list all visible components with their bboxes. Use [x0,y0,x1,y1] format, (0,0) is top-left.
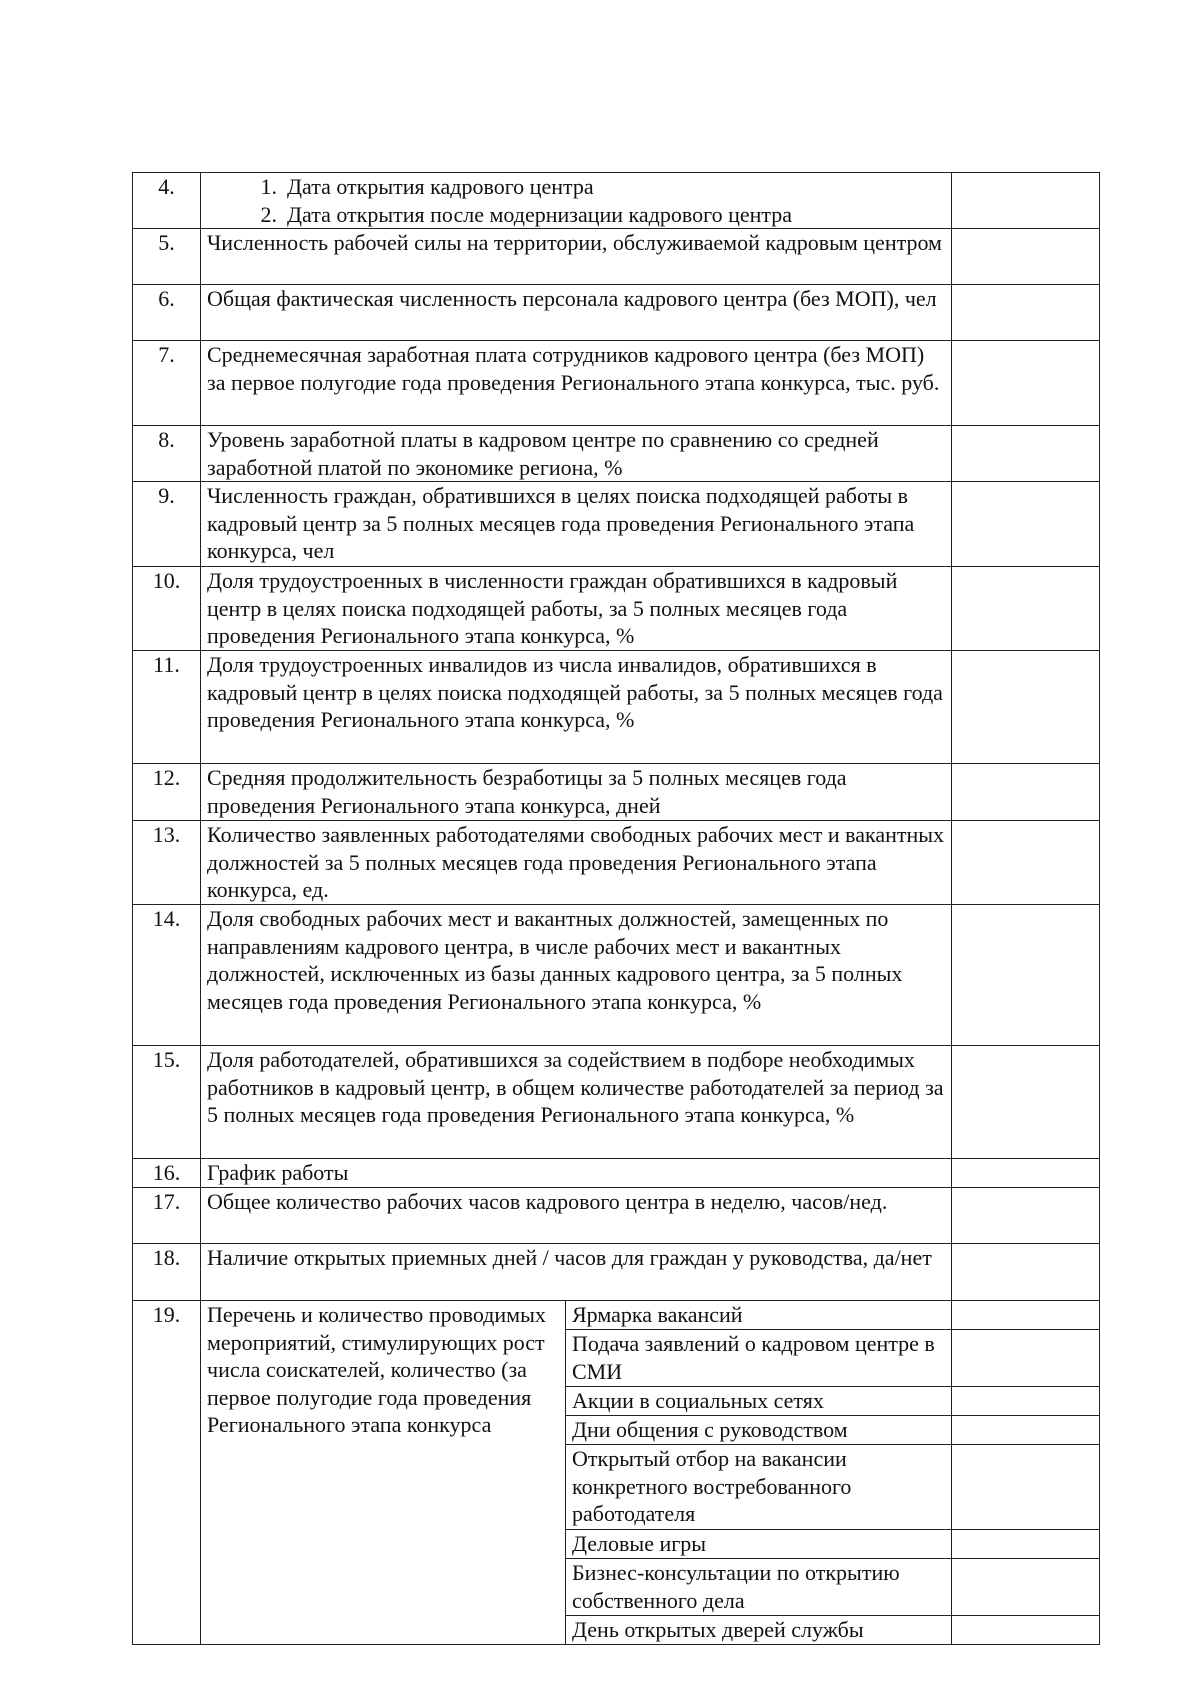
row-number: 15. [133,1046,201,1159]
table-row [133,1301,1100,1330]
value-cell[interactable] [952,1301,1100,1330]
value-cell[interactable] [952,821,1100,905]
value-cell[interactable] [952,1159,1100,1188]
row-number: 14. [133,905,201,1046]
row-text: Численность граждан, обратившихся в целях поиска подходящей работы в кадровый центр за 5 полных месяцев года проведения Регионального этапа конкурса, чел [201,482,952,567]
row-number: 4. [133,173,201,229]
row-number: 18. [133,1244,201,1301]
row-text: График работы [201,1159,952,1188]
table-row [133,285,1100,341]
table-row [133,482,1100,567]
value-cell[interactable] [952,229,1100,285]
row-text [201,173,952,229]
events-label: Перечень и количество проводимых мероприятий, стимулирующих рост числа соискателей, количество (за первое полугодие года проведения Регионального этапа конкурса [201,1301,566,1645]
table-row [133,1046,1100,1159]
value-cell[interactable] [952,341,1100,426]
value-cell[interactable] [952,1616,1100,1645]
row-number: 16. [133,1159,201,1188]
table-row [133,1188,1100,1244]
value-cell[interactable] [952,1244,1100,1301]
row-text: Наличие открытых приемных дней / часов для граждан у руководства, да/нет [201,1244,952,1301]
event-item: Акции в социальных сетях [566,1387,952,1416]
value-cell[interactable] [952,1559,1100,1616]
event-item: Открытый отбор на вакансии конкретного востребованного работодателя [566,1445,952,1530]
row-number: 8. [133,426,201,482]
row-number: 13. [133,821,201,905]
row-number: 11. [133,651,201,764]
table-row [133,341,1100,426]
value-cell[interactable] [952,285,1100,341]
event-item: Деловые игры [566,1530,952,1559]
table-row [133,567,1100,651]
event-item: Бизнес-консультации по открытию собственного дела [566,1559,952,1616]
value-cell[interactable] [952,173,1100,229]
date-list [207,173,945,228]
row-text: Общее количество рабочих часов кадрового центра в неделю, часов/нед. [201,1188,952,1244]
row-text: Количество заявленных работодателями свободных рабочих мест и вакантных должностей за 5 полных месяцев года проведения Регионального этапа конкурса, ед. [201,821,952,905]
row-number: 9. [133,482,201,567]
value-cell[interactable] [952,1188,1100,1244]
table-row [133,905,1100,1046]
row-number: 6. [133,285,201,341]
row-text: Уровень заработной платы в кадровом центре по сравнению со средней заработной платой по экономике региона, % [201,426,952,482]
value-cell[interactable] [952,482,1100,567]
list-item: 2. Дата открытия после модернизации кадрового центра [260,201,793,227]
row-text: Доля работодателей, обратившихся за содействием в подборе необходимых работников в кадровый центр, в общем количестве работодателей за период за 5 полных месяцев года проведения Регионального этапа конкурса, % [201,1046,952,1159]
value-cell[interactable] [952,764,1100,821]
table-row [133,1244,1100,1301]
event-item: День открытых дверей службы [566,1616,952,1645]
row-number: 7. [133,341,201,426]
value-cell[interactable] [952,1416,1100,1445]
list-item: 1. Дата открытия кадрового центра [260,174,594,199]
row-text: Доля свободных рабочих мест и вакантных должностей, замещенных по направлениям кадрового центра, в числе рабочих мест и вакантных должностей, исключенных из базы данных кадрового центра, за 5 полных месяцев года проведения Регионального этапа конкурса, % [201,905,952,1046]
table-row [133,821,1100,905]
table-row [133,764,1100,821]
row-number: 19. [133,1301,201,1645]
value-cell[interactable] [952,1387,1100,1416]
value-cell[interactable] [952,426,1100,482]
value-cell[interactable] [952,905,1100,1046]
value-cell[interactable] [952,1445,1100,1530]
table-row [133,229,1100,285]
row-text: Средняя продолжительность безработицы за 5 полных месяцев года проведения Регионального этапа конкурса, дней [201,764,952,821]
row-text: Доля трудоустроенных инвалидов из числа инвалидов, обратившихся в кадровый центр в целях поиска подходящей работы, за 5 полных месяцев года проведения Регионального этапа конкурса, % [201,651,952,764]
event-item: Ярмарка вакансий [566,1301,952,1330]
table-row [133,426,1100,482]
row-number: 10. [133,567,201,651]
table-row [133,651,1100,764]
table-row [133,173,1100,229]
indicators-table [132,172,1100,1645]
row-text: Численность рабочей силы на территории, обслуживаемой кадровым центром [201,229,952,285]
row-number: 17. [133,1188,201,1244]
event-item: Подача заявлений о кадровом центре в СМИ [566,1330,952,1387]
event-item: Дни общения с руководством [566,1416,952,1445]
row-text: Доля трудоустроенных в численности граждан обратившихся в кадровый центр в целях поиска подходящей работы, за 5 полных месяцев года проведения Регионального этапа конкурса, % [201,567,952,651]
table-row [133,1159,1100,1188]
row-text: Среднемесячная заработная плата сотрудников кадрового центра (без МОП) за первое полугодие года проведения Регионального этапа конкурса, тыс. руб. [201,341,952,426]
value-cell[interactable] [952,1046,1100,1159]
value-cell[interactable] [952,1330,1100,1387]
row-number: 12. [133,764,201,821]
value-cell[interactable] [952,567,1100,651]
value-cell[interactable] [952,1530,1100,1559]
value-cell[interactable] [952,651,1100,764]
row-text: Общая фактическая численность персонала кадрового центра (без МОП), чел [201,285,952,341]
row-number: 5. [133,229,201,285]
